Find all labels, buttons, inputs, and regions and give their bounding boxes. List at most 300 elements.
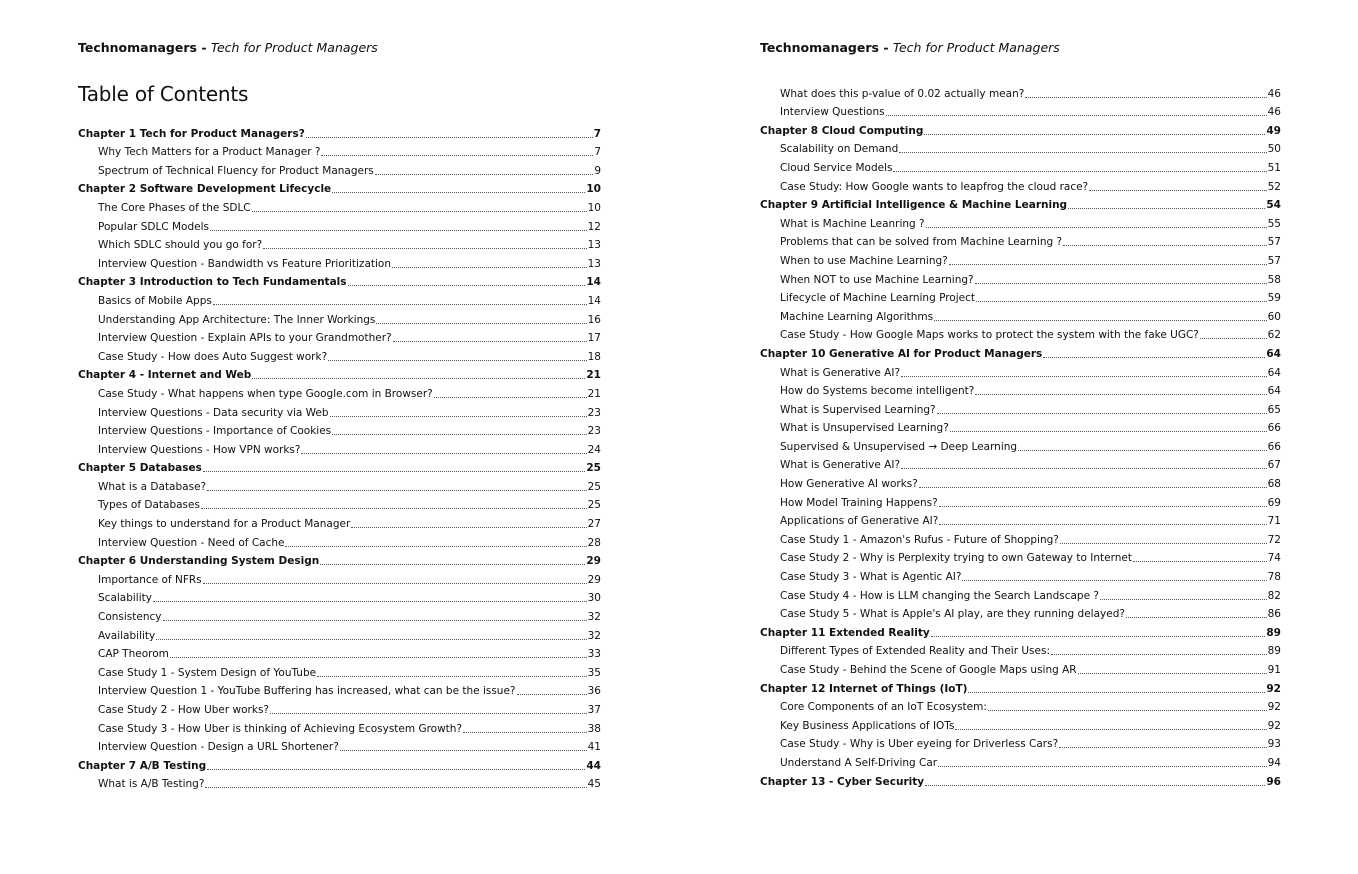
entry-title: What is Unsupervised Learning? [780, 422, 949, 435]
dot-leader [321, 155, 593, 156]
entry-title: Machine Learning Algorithms [780, 310, 934, 323]
entry-title: What is Generative AI? [780, 459, 901, 472]
dot-leader [1051, 654, 1267, 655]
toc-chapter-entry[interactable] [78, 364, 601, 383]
entry-title: CAP Theorom [98, 648, 169, 661]
entry-title: Case Study - How Google Maps works to protect the system with the fake UGC? [780, 329, 1199, 342]
toc-section-entry[interactable] [760, 472, 1281, 491]
entry-title: How do Systems become intelligent? [780, 385, 975, 398]
page-number: 92 [1266, 682, 1281, 695]
toc-section-entry[interactable] [760, 175, 1281, 194]
dot-leader [901, 468, 1267, 469]
dot-leader [937, 413, 1267, 414]
page-number: 7 [593, 127, 601, 140]
dot-leader [931, 636, 1266, 637]
toc-section-entry[interactable] [78, 587, 601, 606]
entry-title: Consistency [98, 611, 162, 624]
page-number: 74 [1267, 552, 1281, 565]
page-number: 45 [587, 778, 601, 791]
toc-section-entry[interactable] [78, 661, 601, 680]
toc-section-entry[interactable] [760, 212, 1281, 231]
dot-leader [351, 527, 586, 528]
page-number: 37 [587, 704, 601, 716]
toc-section-entry[interactable] [78, 252, 601, 271]
page-number: 52 [1267, 180, 1281, 193]
page-number: 33 [587, 648, 601, 661]
toc-section-entry[interactable] [78, 568, 601, 587]
page-number: 29 [586, 555, 601, 568]
page-number: 14 [587, 294, 601, 307]
toc-section-entry[interactable] [760, 454, 1281, 473]
toc-chapter-entry[interactable] [760, 677, 1281, 696]
dot-leader [939, 524, 1266, 525]
toc-chapter-entry[interactable] [760, 770, 1281, 789]
dot-leader [306, 137, 593, 138]
page-number: 16 [587, 313, 601, 326]
dot-leader [924, 134, 1265, 135]
toc-section-entry[interactable] [760, 696, 1281, 715]
dot-leader [1063, 245, 1267, 246]
entry-title: Which SDLC should you go for? [98, 239, 263, 252]
dot-leader [205, 787, 586, 788]
page-number: 65 [1267, 403, 1281, 416]
entry-title: When to use Machine Learning? [780, 254, 948, 267]
dot-leader [330, 416, 587, 417]
toc-section-entry[interactable] [78, 308, 601, 327]
dot-leader [213, 304, 587, 305]
dot-leader [207, 490, 587, 491]
entry-title: Case Study - Why is Uber eyeing for Driverless Cars? [780, 738, 1059, 751]
page-number: 13 [587, 239, 601, 252]
dot-leader [1100, 599, 1267, 600]
toc-section-entry[interactable] [760, 398, 1281, 417]
toc-section-entry[interactable] [760, 287, 1281, 306]
page-number: 10 [586, 183, 601, 196]
dot-leader [893, 171, 1266, 172]
page-number: 25 [586, 462, 601, 475]
page-number: 57 [1267, 254, 1281, 267]
toc-chapter-entry[interactable] [78, 122, 601, 141]
dot-leader [899, 152, 1266, 153]
toc-chapter-entry[interactable] [760, 119, 1281, 138]
toc-section-entry[interactable] [760, 714, 1281, 733]
entry-title: Key things to understand for a Product Manager [98, 518, 351, 531]
toc-section-entry[interactable] [760, 361, 1281, 380]
dot-leader [926, 227, 1267, 228]
toc-chapter-entry[interactable] [760, 621, 1281, 640]
toc-list-right [760, 82, 1281, 789]
toc-section-entry[interactable] [78, 680, 601, 699]
page-number: 89 [1266, 626, 1281, 639]
toc-section-entry[interactable] [760, 528, 1281, 547]
toc-section-entry[interactable] [760, 491, 1281, 510]
dot-leader [328, 360, 586, 361]
dot-leader [950, 431, 1267, 432]
page-number: 27 [587, 518, 601, 531]
entry-title: Chapter 1 Tech for Product Managers? [78, 127, 305, 140]
toc-section-entry[interactable] [760, 510, 1281, 529]
page-number: 86 [1267, 608, 1281, 621]
entry-title: Interview Questions - Data security via Web [98, 406, 329, 419]
dot-leader [1043, 357, 1265, 358]
toc-section-entry[interactable] [760, 324, 1281, 343]
toc-section-entry[interactable] [760, 565, 1281, 584]
toc-section-entry[interactable] [760, 156, 1281, 175]
dot-leader [210, 230, 587, 231]
dot-leader [203, 583, 587, 584]
page-number: 78 [1267, 571, 1281, 584]
toc-section-entry[interactable] [78, 773, 601, 792]
page-number: 32 [587, 629, 601, 642]
entry-title: Chapter 7 A/B Testing [78, 759, 207, 772]
page-number: 94 [1267, 756, 1281, 769]
dot-leader [317, 676, 587, 677]
entry-title: Chapter 11 Extended Reality [760, 626, 930, 639]
entry-title: The Core Phases of the SDLC [98, 201, 251, 214]
entry-title: Types of Databases [98, 499, 200, 512]
page-number: 9 [594, 164, 601, 177]
dot-leader [517, 694, 587, 695]
entry-title: Key Business Applications of IOTs [780, 719, 955, 732]
toc-section-entry[interactable] [760, 547, 1281, 566]
page-number: 23 [587, 425, 601, 438]
dot-leader [156, 639, 586, 640]
page-number: 66 [1267, 440, 1281, 453]
toc-section-entry[interactable] [78, 736, 601, 755]
toc-section-entry[interactable] [78, 234, 601, 253]
toc-section-entry[interactable] [78, 475, 601, 494]
dot-leader [434, 397, 587, 398]
page-number: 38 [587, 722, 601, 735]
dot-leader [1025, 97, 1266, 98]
entry-title: Case Study - How does Auto Suggest work? [98, 350, 328, 363]
toc-section-entry[interactable] [78, 494, 601, 513]
entry-title: What is a Database? [98, 480, 207, 493]
dot-leader [949, 264, 1267, 265]
toc-section-entry[interactable] [760, 603, 1281, 622]
entry-title: How Model Training Happens? [780, 496, 938, 509]
dot-leader [340, 750, 587, 751]
right-page [679, 0, 1358, 874]
toc-chapter-entry[interactable] [760, 342, 1281, 361]
entry-title: Popular SDLC Models [98, 220, 209, 233]
toc-section-entry[interactable] [760, 584, 1281, 603]
dot-leader [975, 283, 1267, 284]
toc-section-entry[interactable] [760, 435, 1281, 454]
page-number: 64 [1267, 385, 1281, 398]
page-number: 64 [1266, 347, 1281, 360]
toc-section-entry[interactable] [78, 196, 601, 215]
toc-chapter-entry[interactable] [78, 178, 601, 197]
dot-leader [393, 341, 587, 342]
entry-title: Interview Question - Need of Cache [98, 536, 285, 549]
page-number: 82 [1267, 589, 1281, 602]
toc-section-entry[interactable] [78, 420, 601, 439]
entry-title: Spectrum of Technical Fluency for Product Managers [98, 164, 374, 177]
toc-section-entry[interactable] [760, 101, 1281, 120]
entry-title: Interview Question - Bandwidth vs Feature Prioritization [98, 257, 391, 270]
page-number: 13 [587, 257, 601, 270]
entry-title: Chapter 10 Generative AI for Product Managers [760, 347, 1043, 360]
entry-title: Importance of NFRs [98, 573, 202, 586]
toc-section-entry[interactable] [760, 305, 1281, 324]
toc-chapter-entry[interactable] [78, 271, 601, 290]
toc-section-entry[interactable] [760, 380, 1281, 399]
page-number: 68 [1267, 478, 1281, 491]
entry-title: Case Study 2 - How Uber works? [98, 704, 269, 716]
page-number: 64 [1267, 366, 1281, 379]
entry-title: Chapter 3 Introduction to Tech Fundamentals [78, 276, 347, 289]
dot-leader [1018, 450, 1267, 451]
dot-leader [463, 732, 587, 733]
toc-section-entry[interactable] [78, 401, 601, 420]
entry-title: Supervised & Unsupervised → Deep Learning [780, 440, 1018, 453]
page-number: 59 [1267, 292, 1281, 305]
entry-title: Scalability on Demand [780, 143, 899, 156]
entry-title: Understanding App Architecture: The Inner Workings [98, 313, 376, 326]
toc-section-entry[interactable] [78, 531, 601, 550]
header-subtitle: Tech for Product Managers [892, 40, 1060, 55]
entry-title: Interview Question - Design a URL Shortener? [98, 741, 339, 754]
entry-title: What is Machine Leanring ? [780, 217, 925, 230]
entry-title: Applications of Generative AI? [780, 515, 939, 528]
page-number: 28 [587, 536, 601, 549]
page-number: 44 [586, 759, 601, 772]
dot-leader [1060, 543, 1267, 544]
entry-title: Basics of Mobile Apps [98, 294, 212, 307]
page-number: 69 [1267, 496, 1281, 509]
toc-section-entry[interactable] [78, 643, 601, 662]
page-number: 35 [587, 666, 601, 679]
entry-title: Chapter 12 Internet of Things (IoT) [760, 682, 968, 695]
dot-leader [1089, 190, 1266, 191]
toc-chapter-entry[interactable] [78, 457, 601, 476]
dot-leader [1133, 561, 1267, 562]
entry-title: Interview Questions - How VPN works? [98, 443, 301, 456]
dot-leader [938, 766, 1266, 767]
entry-title: When NOT to use Machine Learning? [780, 273, 974, 286]
entry-title: Case Study: How Google wants to leapfrog the cloud race? [780, 180, 1089, 193]
dot-leader [1126, 617, 1267, 618]
entry-title: How Generative AI works? [780, 478, 918, 491]
dot-leader [392, 267, 587, 268]
dot-leader [263, 248, 586, 249]
entry-title: Interview Question 1 - YouTube Buffering has increased, what can be the issue? [98, 685, 516, 698]
page-number: 89 [1267, 645, 1281, 658]
page-number: 12 [587, 220, 601, 233]
entry-title: What is Supervised Learning? [780, 403, 936, 416]
page-number: 57 [1267, 236, 1281, 249]
page-number: 7 [594, 146, 601, 159]
dot-leader [919, 487, 1267, 488]
page-number: 29 [587, 573, 601, 586]
toc-chapter-entry[interactable] [78, 754, 601, 773]
dot-leader [1059, 747, 1266, 748]
dot-leader [285, 546, 586, 547]
toc-section-entry[interactable] [760, 268, 1281, 287]
toc-section-entry[interactable] [760, 82, 1281, 101]
entry-title: Chapter 5 Databases [78, 462, 202, 475]
entry-title: Case Study 1 - Amazon's Rufus - Future of Shopping? [780, 533, 1059, 546]
page-number: 71 [1267, 515, 1281, 528]
running-header [760, 40, 1358, 56]
toc-chapter-entry[interactable] [760, 194, 1281, 213]
toc-section-entry[interactable] [760, 640, 1281, 659]
header-separator: - [196, 40, 211, 55]
page-number: 18 [587, 350, 601, 363]
toc-section-entry[interactable] [78, 159, 601, 178]
dot-leader [301, 453, 586, 454]
page-number: 67 [1267, 459, 1281, 472]
header-separator: - [878, 40, 893, 55]
dot-leader [348, 285, 586, 286]
dot-leader [320, 564, 585, 565]
dot-leader [934, 320, 1267, 321]
toc-section-entry[interactable] [78, 438, 601, 457]
toc-section-entry[interactable] [760, 417, 1281, 436]
page-number: 51 [1267, 161, 1281, 174]
entry-title: Chapter 6 Understanding System Design [78, 555, 320, 568]
dot-leader [375, 174, 594, 175]
page-number: 24 [587, 443, 601, 456]
entry-title: Interview Questions - Importance of Cookies [98, 425, 332, 438]
toc-section-entry[interactable] [78, 605, 601, 624]
dot-leader [376, 323, 586, 324]
page-number: 92 [1267, 719, 1281, 732]
dot-leader [886, 115, 1267, 116]
toc-section-entry[interactable] [78, 624, 601, 643]
page-number: 36 [587, 685, 601, 698]
dot-leader [332, 434, 586, 435]
toc-section-entry[interactable] [760, 138, 1281, 157]
dot-leader [1200, 338, 1267, 339]
page-number: 21 [587, 387, 601, 400]
entry-title: Scalability [98, 592, 152, 605]
entry-title: Core Components of an IoT Ecosystem: [780, 701, 987, 714]
page-number: 25 [587, 480, 601, 493]
page-number: 54 [1266, 199, 1281, 212]
page-number: 93 [1267, 738, 1281, 751]
page-number: 25 [587, 499, 601, 512]
entry-title: Case Study 2 - Why is Perplexity trying to own Gateway to Internet [780, 552, 1132, 565]
page-number: 66 [1267, 422, 1281, 435]
toc-section-entry[interactable] [78, 345, 601, 364]
page-number: 62 [1267, 329, 1281, 342]
dot-leader [153, 601, 587, 602]
toc-section-entry[interactable] [760, 733, 1281, 752]
page-number: 10 [587, 201, 601, 214]
dot-leader [201, 508, 587, 509]
header-subtitle: Tech for Product Managers [210, 40, 378, 55]
toc-section-entry[interactable] [760, 751, 1281, 770]
toc-section-entry[interactable] [78, 327, 601, 346]
page-number: 96 [1266, 775, 1281, 788]
entry-title: Cloud Service Models [780, 161, 893, 174]
page-number: 46 [1267, 106, 1281, 119]
dot-leader [252, 378, 585, 379]
dot-leader [968, 692, 1265, 693]
entry-title: Case Study - What happens when type Google.com in Browser? [98, 387, 433, 400]
dot-leader [901, 376, 1267, 377]
page-number: 21 [586, 369, 601, 382]
dot-leader [207, 769, 585, 770]
dot-leader [939, 506, 1267, 507]
dot-leader [203, 471, 586, 472]
entry-title: Case Study 3 - How Uber is thinking of Achieving Ecosystem Growth? [98, 722, 463, 735]
page-number: 58 [1267, 273, 1281, 286]
dot-leader [975, 394, 1266, 395]
toc-section-entry[interactable] [78, 512, 601, 531]
toc-section-entry[interactable] [760, 658, 1281, 677]
entry-title: Case Study 4 - How is LLM changing the Search Landscape ? [780, 589, 1099, 602]
entry-title: Understand A Self-Driving Car [780, 756, 938, 769]
toc-title: Table of Contents [78, 82, 249, 106]
toc-section-entry[interactable] [78, 382, 601, 401]
dot-leader [332, 192, 585, 193]
toc-section-entry[interactable] [78, 289, 601, 308]
dot-leader [1078, 673, 1267, 674]
page-number: 46 [1267, 87, 1281, 100]
dot-leader [1068, 208, 1265, 209]
page-number: 72 [1267, 533, 1281, 546]
page-number: 91 [1267, 664, 1281, 676]
entry-title: Lifecycle of Machine Learning Project [780, 292, 975, 305]
toc-section-entry[interactable] [78, 717, 601, 736]
dot-leader [163, 620, 587, 621]
entry-title: Case Study - Behind the Scene of Google Maps using AR [780, 664, 1077, 676]
entry-title: Interview Question - Explain APIs to your Grandmother? [98, 332, 392, 345]
entry-title: Case Study 5 - What is Apple's AI play, are they running delayed? [780, 608, 1125, 621]
dot-leader [955, 729, 1266, 730]
page-number: 55 [1267, 217, 1281, 230]
dot-leader [988, 710, 1267, 711]
dot-leader [270, 713, 587, 714]
entry-title: What is A/B Testing? [98, 778, 205, 791]
toc-section-entry[interactable] [78, 141, 601, 160]
running-header [78, 40, 679, 56]
header-brand: Technomanagers [760, 40, 879, 55]
toc-section-entry[interactable] [78, 698, 601, 717]
header-brand: Technomanagers [78, 40, 197, 55]
entry-title: Chapter 4 - Internet and Web [78, 369, 252, 382]
page-number: 30 [587, 592, 601, 605]
entry-title: Chapter 9 Artificial Intelligence & Machine Learning [760, 199, 1068, 212]
dot-leader [962, 580, 1266, 581]
entry-title: What is Generative AI? [780, 366, 901, 379]
entry-title: Chapter 8 Cloud Computing [760, 124, 924, 137]
toc-section-entry[interactable] [78, 215, 601, 234]
page-number: 50 [1267, 143, 1281, 156]
dot-leader [252, 211, 587, 212]
dot-leader [170, 657, 587, 658]
entry-title: Interview Questions [780, 106, 885, 119]
toc-chapter-entry[interactable] [78, 550, 601, 569]
entry-title: Chapter 13 - Cyber Security [760, 775, 925, 788]
entry-title: Case Study 3 - What is Agentic AI? [780, 571, 962, 584]
entry-title: Different Types of Extended Reality and Their Uses: [780, 645, 1050, 658]
entry-title: Why Tech Matters for a Product Manager ? [98, 146, 321, 159]
page-number: 23 [587, 406, 601, 419]
page-number: 41 [587, 741, 601, 754]
toc-list-left [78, 122, 601, 791]
page-number: 17 [587, 332, 601, 345]
dot-leader [976, 301, 1267, 302]
toc-section-entry[interactable] [760, 231, 1281, 250]
page-number: 14 [586, 276, 601, 289]
dot-leader [925, 785, 1265, 786]
page-number: 92 [1267, 701, 1281, 714]
toc-section-entry[interactable] [760, 249, 1281, 268]
